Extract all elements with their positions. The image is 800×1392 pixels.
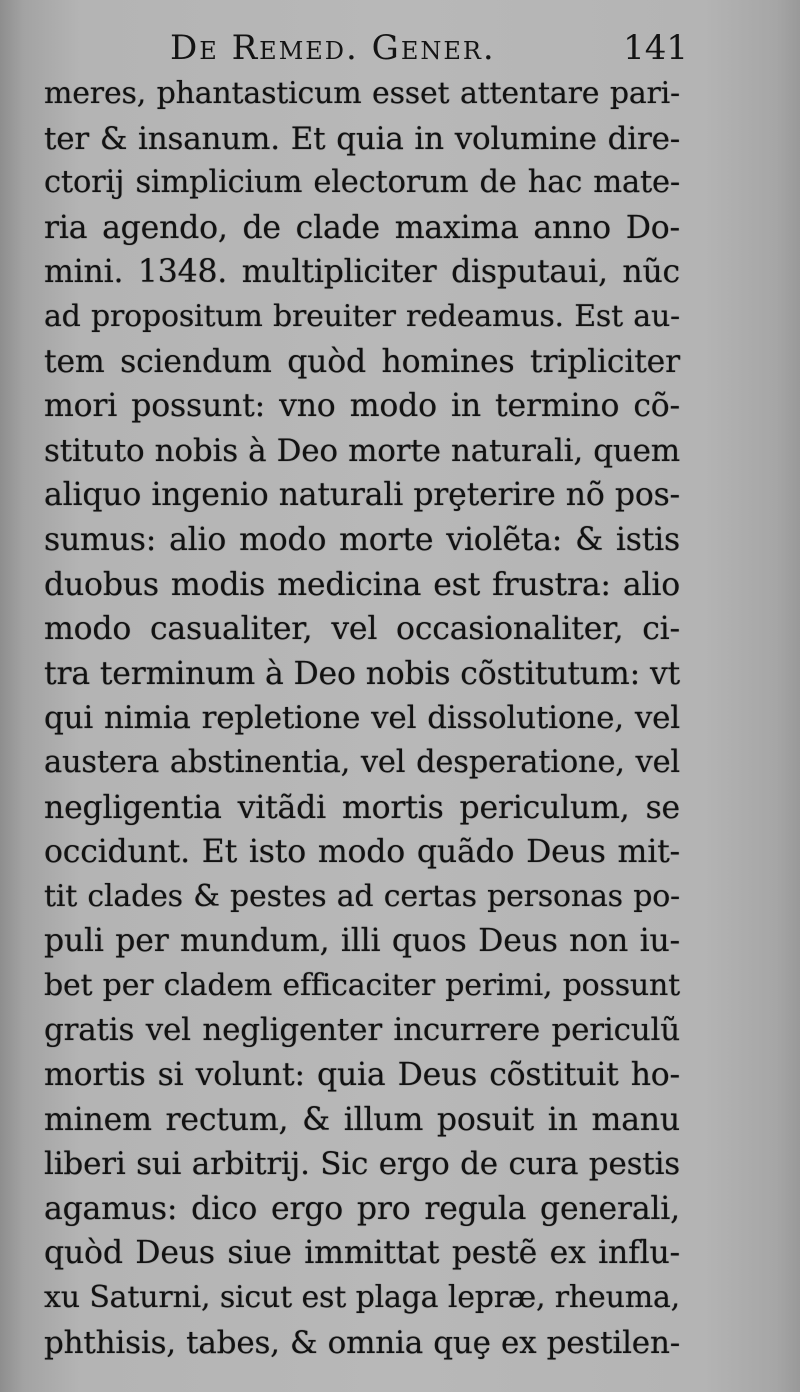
running-title: De Remed. Gener. bbox=[170, 28, 496, 68]
text-line: mortis si volunt: quia Deus cõstituit ho- bbox=[44, 1057, 680, 1094]
text-line: quòd Deus siue immittat pestẽ ex influ- bbox=[44, 1235, 680, 1272]
page-header bbox=[0, 22, 800, 74]
text-line: ad propositum breuiter redeamus. Est au- bbox=[44, 298, 680, 334]
text-line: bet per cladem efficaciter perimi, possunt bbox=[44, 967, 680, 1003]
text-line: phthisis, tabes, & omnia quȩ ex pestilen- bbox=[44, 1324, 680, 1361]
text-line: sumus: alio modo morte violẽta: & istis bbox=[44, 521, 680, 558]
text-line: mini. 1348. multipliciter disputaui, nũc bbox=[44, 254, 680, 291]
text-line: meres, phantasticum esset attentare pari- bbox=[44, 76, 680, 111]
text-line: tit clades & pestes ad certas personas po- bbox=[44, 878, 680, 914]
text-line: puli per mundum, illi quos Deus non iu- bbox=[44, 923, 680, 960]
text-line: tra terminum à Deo nobis cõstitutum: vt bbox=[44, 655, 680, 692]
text-line: minem rectum, & illum posuit in manu bbox=[44, 1101, 680, 1138]
text-line: xu Saturni, sicut est plaga lepræ, rheuma, bbox=[44, 1280, 680, 1316]
text-line: liberi sui arbitrij. Sic ergo de cura pestis bbox=[44, 1146, 680, 1183]
text-line: austera abstinentia, vel desperatione, vel bbox=[44, 744, 680, 780]
text-line: stituto nobis à Deo morte naturali, quem bbox=[44, 432, 680, 469]
text-line: modo casualiter, vel occasionaliter, ci- bbox=[44, 611, 680, 648]
text-line: aliquo ingenio naturali prȩterire nõ pos- bbox=[44, 477, 680, 514]
text-line: qui nimia repletione vel dissolutione, vel bbox=[44, 700, 680, 737]
text-line: negligentia vitãdi mortis periculum, se bbox=[44, 789, 680, 826]
text-line: ctorij simplicium electorum de hac mate- bbox=[44, 165, 680, 201]
text-line: ter & insanum. Et quia in volumine dire- bbox=[44, 120, 680, 157]
page-number: 141 bbox=[623, 28, 688, 68]
text-line: gratis vel negligenter incurrere periculũ bbox=[44, 1012, 680, 1049]
text-line: duobus modis medicina est frustra: alio bbox=[44, 566, 680, 603]
text-line: mori possunt: vno modo in termino cõ- bbox=[44, 388, 680, 425]
text-line: ria agendo, de clade maxima anno Do- bbox=[44, 209, 680, 246]
body-text bbox=[44, 72, 680, 1365]
text-line: occidunt. Et isto modo quãdo Deus mit- bbox=[44, 834, 680, 871]
text-line: tem sciendum quòd homines tripliciter bbox=[44, 343, 680, 380]
text-line: agamus: dico ergo pro regula generali, bbox=[44, 1190, 680, 1227]
